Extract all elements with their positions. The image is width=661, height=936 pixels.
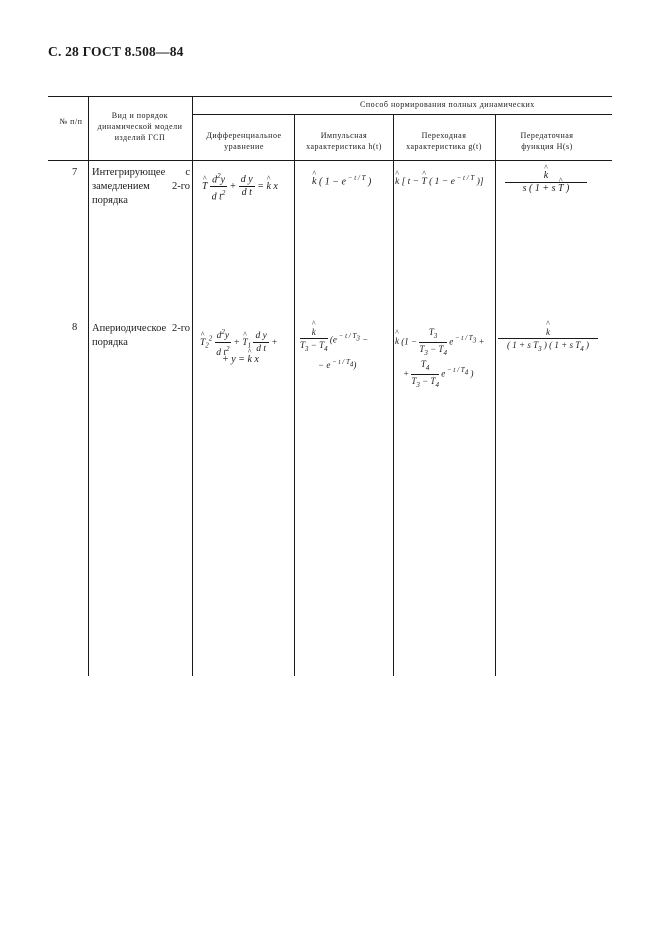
row-7-name: Интегрирующее с замедлением 2-го порядка [92,167,190,206]
col-header-diff: Дифференциальное уравнение [206,131,282,151]
subheader-rule [192,114,612,115]
col-header-num: № п/п [59,117,83,126]
row-8-diff-equation: ^ $T_2^2$ $\frac{d^2y}{d t^2}$ + ^ $T_1$ $\frac{\text{d y}}{\text{d t}}$ + [200,326,278,359]
col-divider-5 [495,114,496,676]
col-header-transfer: Передаточная функция H(s) [520,131,574,151]
row-8-transfer: ^ $\frac{k}{( 1 + s T_3 ) ( 1 + s T_4 )}$ [498,326,598,355]
row-8-diff-equation-cont: + y = ^ k x [222,354,259,366]
row-7-number: 7 [72,167,78,178]
col-header-impulse: Импульсная характеристика h(t) [306,131,382,151]
col-header-type: Вид и порядок динамической модели изделий ГСП [97,111,183,142]
col-divider-1 [88,96,89,676]
row-7-diff-equation: ^ T $\frac{d^2y}{d t^2}$ + $\frac{\text{d y}}{\text{d t}}$ = ^ k x [202,170,278,204]
row-8-impulse-cont: − e $^{- t / T_4}$) [318,358,357,370]
table-top-rule [48,96,612,97]
row-8-name: Апериодическое 2-го порядка [92,323,190,348]
col-divider-2 [192,96,193,676]
row-8-impulse: ^ $\frac{k}{T_3 - T_4}$ (e $^{- t / T_3}$ − [300,326,368,355]
row-7-impulse: ^ k ( 1 − e $^{- t / T}$ ) [312,172,371,188]
header-bottom-rule [48,160,612,161]
row-8-number: 8 [72,322,78,333]
col-header-transient: Переходная характеристика g(t) [406,131,482,151]
col-divider-3 [294,114,295,676]
page-header: С. 28 ГОСТ 8.508—84 [48,44,184,59]
row-7-transient: ^ k [ t − ^ T ( 1 − e $^{- t / T}$ )] [395,172,484,188]
row-8-transient-cont: + $\frac{T_4}{T_3 - T_4}$ e $^{- t / T_4}$ ) [403,359,474,389]
col-divider-4 [393,114,394,676]
row-8-transient: ^ k (1 − $\frac{T_3}{T_3 - T_4}$ e $^{- t / T_3}$ + [395,326,485,359]
col-header-group: Способ нормирования полных динамических [360,100,535,109]
row-7-transfer: ^ $\frac{k}{s ( 1 + s \^{} T )}$ [505,170,587,195]
